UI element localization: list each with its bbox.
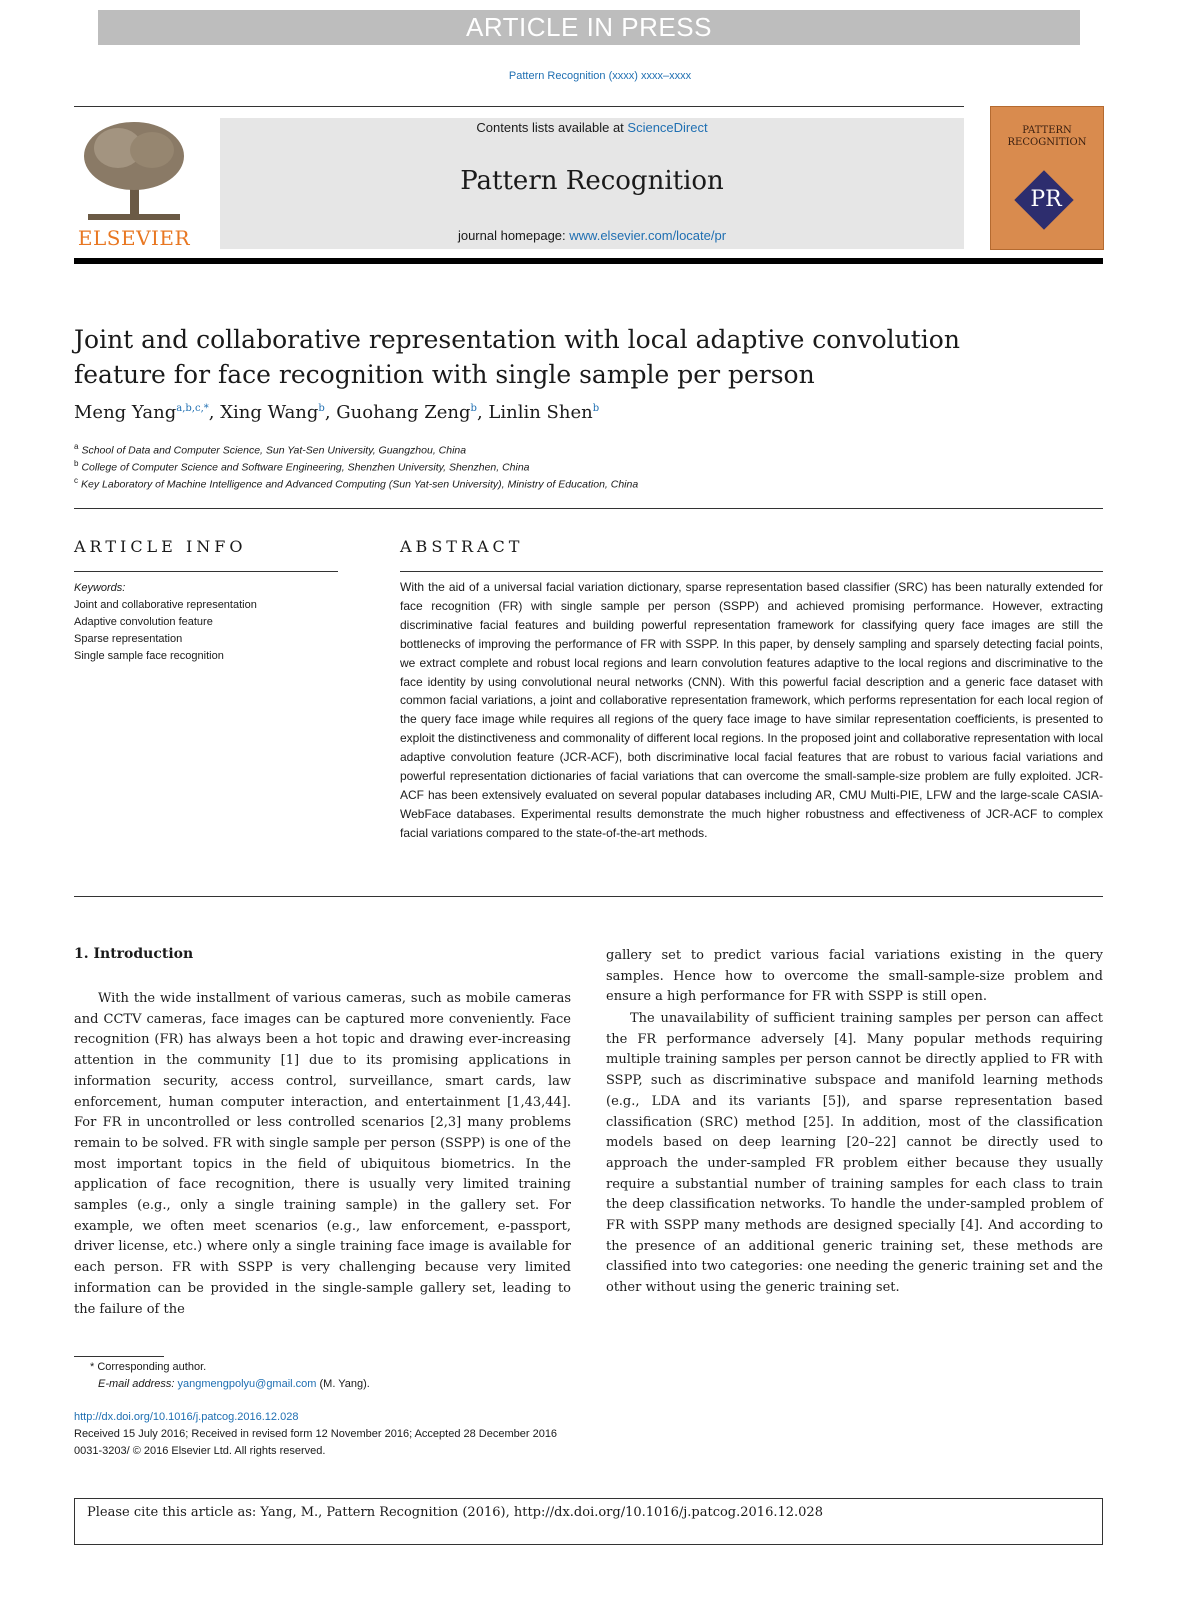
elsevier-wordmark: ELSEVIER: [77, 226, 191, 250]
article-in-press-banner: ARTICLE IN PRESS: [98, 10, 1080, 45]
cover-mark: PR: [1030, 187, 1062, 212]
header-rule: [74, 106, 964, 107]
introduction-left-column: With the wide installment of various cameras, such as mobile cameras and CCTV cameras, face images can be captured more conveniently. Face recognition (FR) has always been a hot topic and drawing ever-increasing attention in the community [1] due to its promising applications in information security, access control, surveillance, smart cards, law enforcement, human computer interaction, and entertainment [1,43,44]. For FR in uncontrolled or less controlled scenarios [2,3] many problems remain to be solved. FR with single sample per person (SSPP) is one of the most important topics in the field of ubiquitous biometrics. In the application of face recognition, there is usually very limited training samples (e.g., only a single training sample) in the gallery set. For example, we often meet scenarios (e.g., law enforcement, e-passport, driver license, etc.) where only a single training face image is available for each person. FR with SSPP is very challenging because very limited information can be provided in the single-sample gallery set, leading to the failure of the: [74, 991, 571, 1317]
author-list: Meng Yang$^{a,b,c,*}$, Xing Wang$^b$, Guohang Zeng$^b$, Linlin Shen$^b$: [74, 402, 600, 423]
email-label: E-mail address:: [98, 1378, 178, 1390]
affiliation-mark: a: [74, 442, 79, 451]
article-info-heading: ARTICLE INFO: [74, 537, 247, 556]
abstract-heading: ABSTRACT: [400, 537, 524, 556]
author-name: Linlin Shen: [488, 402, 593, 423]
abstract-end-rule: [74, 896, 1103, 897]
author-affil-mark[interactable]: b: [592, 403, 600, 414]
affiliation-text: College of Computer Science and Software Engineering, Shenzhen University, Shenzhen, China: [81, 461, 530, 474]
sciencedirect-link[interactable]: ScienceDirect: [627, 120, 708, 135]
homepage-line: [220, 228, 964, 243]
author-affil-mark[interactable]: b: [470, 403, 477, 414]
author-name: Guohang Zeng: [336, 402, 471, 423]
citation-box: [74, 1498, 1103, 1545]
affiliation: [74, 476, 638, 491]
abstract-rule: [400, 571, 1103, 572]
keyword-item: Adaptive convolution feature: [74, 616, 213, 628]
section-rule: [74, 508, 1103, 509]
author-affil-mark[interactable]: a,b,c,*: [176, 403, 209, 414]
contents-prefix: Contents lists available at: [476, 120, 628, 135]
keyword-item: Single sample face recognition: [74, 650, 224, 662]
email-link[interactable]: yangmengpolyu@gmail.com: [177, 1378, 317, 1390]
received-dates: Received 15 July 2016; Received in revised form 12 November 2016; Accepted 28 December 2016: [74, 1428, 558, 1440]
email-suffix: (M. Yang).: [316, 1378, 370, 1390]
affiliation: [74, 459, 530, 474]
journal-reference-link[interactable]: Pattern Recognition (xxxx) xxxx–xxxx: [508, 70, 692, 82]
affiliation-mark: c: [74, 476, 78, 485]
affiliation-text: School of Data and Computer Science, Sun Yat-Sen University, Guangzhou, China: [81, 444, 467, 457]
keyword-item: Sparse representation: [74, 633, 183, 645]
keyword-list: [74, 597, 257, 665]
article-info-rule: [74, 571, 338, 572]
email-note: [98, 1378, 370, 1390]
introduction-right-paragraph-2: The unavailability of sufficient training samples per person can affect the FR performance adversely [4]. Many popular methods requiring multiple training samples per person cannot be directly applied to FR with SSPP, such as discriminative subspace and manifold learning methods (e.g., LDA and its variants [5]), and sparse representation based classification (SRC) method [25]. In addition, most of the classification models based on deep learning [20–22] cannot be directly used to approach the under-sampled FR problem either because they usually require a substantial number of training samples for each class to train the deep classification networks. To handle the under-sampled problem of FR with SSPP many methods are designed specially [4]. And according to the presence of an additional generic training set, these methods are classified into two categories: one needing the generic training set and the other without using the generic training set.: [606, 1011, 1103, 1296]
elsevier-tree-icon: [74, 118, 194, 226]
abstract-text: With the aid of a universal facial variation dictionary, sparse representation based classifier (SRC) has been naturally extended for face recognition (FR) with single sample per person (SSPP) and achieved promising performance. However, extracting discriminative facial features and building powerful representation framework for classifying query face images are still the bottlenecks of improving the performance of FR with SSPP. In this paper, by densely sampling and sparsely detecting facial points, we extract complete and robust local regions and learn convolution features adaptive to the local regions and discriminative to the face identity by using convolutional neural networks (CNN). With this powerful facial description and a generic face dataset with common facial variations, a joint and collaborative representation framework, which performs representation for each local region of the query face image while requires all regions of the query face image to have similar representation coefficients, is presented to exploit the distinctiveness and commonality of different local regions. In the proposed joint and collaborative representation with local adaptive convolution feature (JCR-ACF), both discriminative local facial features that are robust to various facial variations and powerful representation dictionaries of facial variations that can overcome the small-sample-size problem are fully exploited. JCR-ACF has been extensively evaluated on several popular databases including AR, CMU Multi-PIE, LFW and the large-scale CASIA-WebFace databases. Experimental results demonstrate the much higher robustness and effectiveness of JCR-ACF to complex facial variations compared to the state-of-the-art methods.: [400, 580, 1103, 840]
article-title: Joint and collaborative representation with local adaptive convolution feature for face recognition with single sample per person: [74, 325, 960, 389]
introduction-right-paragraph-1: gallery set to predict various facial variations existing in the query samples. Hence how to overcome the small-sample-size problem and ensure a high performance for FR with SSPP is still open.: [606, 948, 1103, 1005]
author-name: Xing Wang: [220, 402, 319, 423]
corresponding-author-note: * Corresponding author.: [90, 1361, 207, 1373]
citation-text: Please cite this article as: Yang, M., Pattern Recognition (2016), http://dx.doi.org/10.1016/j.patcog.2016.12.028: [87, 1505, 823, 1520]
author-affil-mark[interactable]: b: [318, 403, 325, 414]
journal-masthead: [220, 118, 964, 249]
contents-line: [220, 120, 964, 135]
cover-title: PATTERN RECOGNITION: [1007, 125, 1087, 148]
homepage-link[interactable]: www.elsevier.com/locate/pr: [569, 228, 727, 243]
masthead-rule: [74, 258, 1103, 264]
doi-link[interactable]: http://dx.doi.org/10.1016/j.patcog.2016.12.028: [74, 1411, 299, 1423]
journal-cover: [990, 106, 1104, 250]
copyright-line: 0031-3203/ © 2016 Elsevier Ltd. All rights reserved.: [74, 1445, 326, 1457]
author-name: Meng Yang: [74, 402, 177, 423]
keyword-item: Joint and collaborative representation: [74, 599, 257, 611]
affiliation-text: Key Laboratory of Machine Intelligence and Advanced Computing (Sun Yat-sen University), Ministry of Education, China: [81, 478, 639, 491]
journal-name: Pattern Recognition: [460, 166, 724, 196]
affiliation-mark: b: [74, 459, 79, 468]
affiliation: [74, 442, 466, 457]
footnote-rule: [74, 1356, 164, 1357]
keywords-label: Keywords:: [74, 582, 126, 594]
elsevier-logo: [74, 118, 194, 250]
homepage-prefix: journal homepage:: [457, 228, 570, 243]
introduction-heading: 1. Introduction: [74, 946, 194, 962]
